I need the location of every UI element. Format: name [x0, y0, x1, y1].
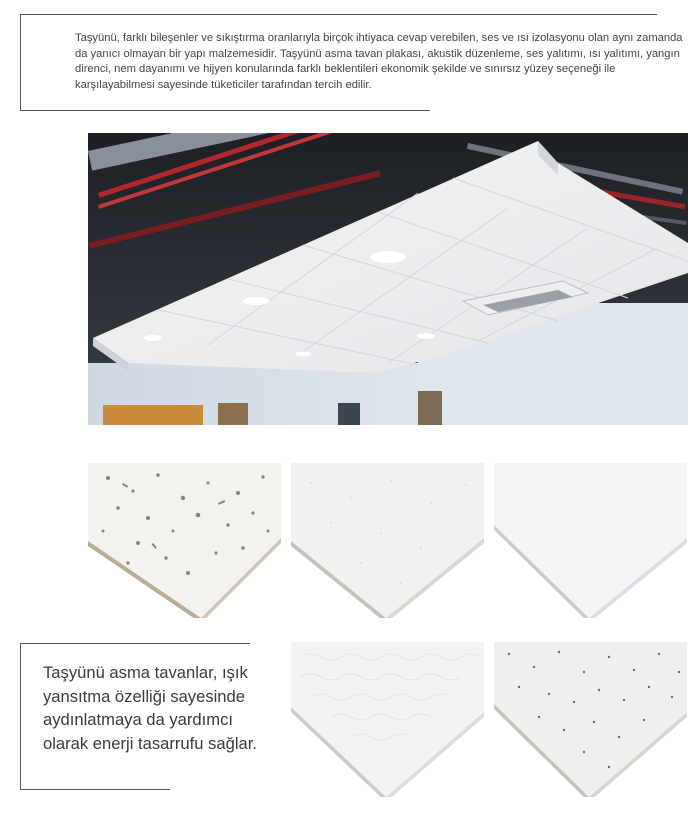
- tile-sample-fissured: [88, 463, 281, 618]
- intro-frame-top: [20, 14, 657, 15]
- intro-frame-bottom: [20, 110, 430, 111]
- callout-frame-bottom: [20, 789, 170, 790]
- callout-frame-top: [20, 643, 250, 644]
- tile-sample-smooth: [494, 463, 687, 618]
- tile-sample-stucco: [291, 642, 484, 797]
- callout-frame-left: [20, 643, 21, 790]
- ceiling-illustration: [88, 133, 688, 425]
- tile-sample-fine-textured: [291, 463, 484, 618]
- callout-text: Taşyünü asma tavanlar, ışık yansıtma özelliği sayesinde aydınlatmaya da yardımcı olarak enerji tasarrufu sağlar.: [43, 663, 257, 753]
- ceiling-hero-photo: [88, 133, 688, 425]
- intro-paragraph: Taşyünü, farklı bileşenler ve sıkıştırma oranlarıyla birçok ihtiyaca cevap verebilen, ses ve ısı izolasyonu olan aynı zamanda da yanıcı olmayan bir yapı malzemesidir. Taşyünü asma tavan plakası, akustik düzenleme, ses yalıtımı, ısı yalıtımı, yangın direnci, nem dayanımı ve hijyen konularında farklı beklentileri ekonomik şekilde ve sınırsız yüzey seçeneği ile karşılayabilmesi sayesinde tüketiciler tarafından tercih edilir.: [75, 32, 683, 91]
- tile-sample-perforated: [494, 642, 687, 797]
